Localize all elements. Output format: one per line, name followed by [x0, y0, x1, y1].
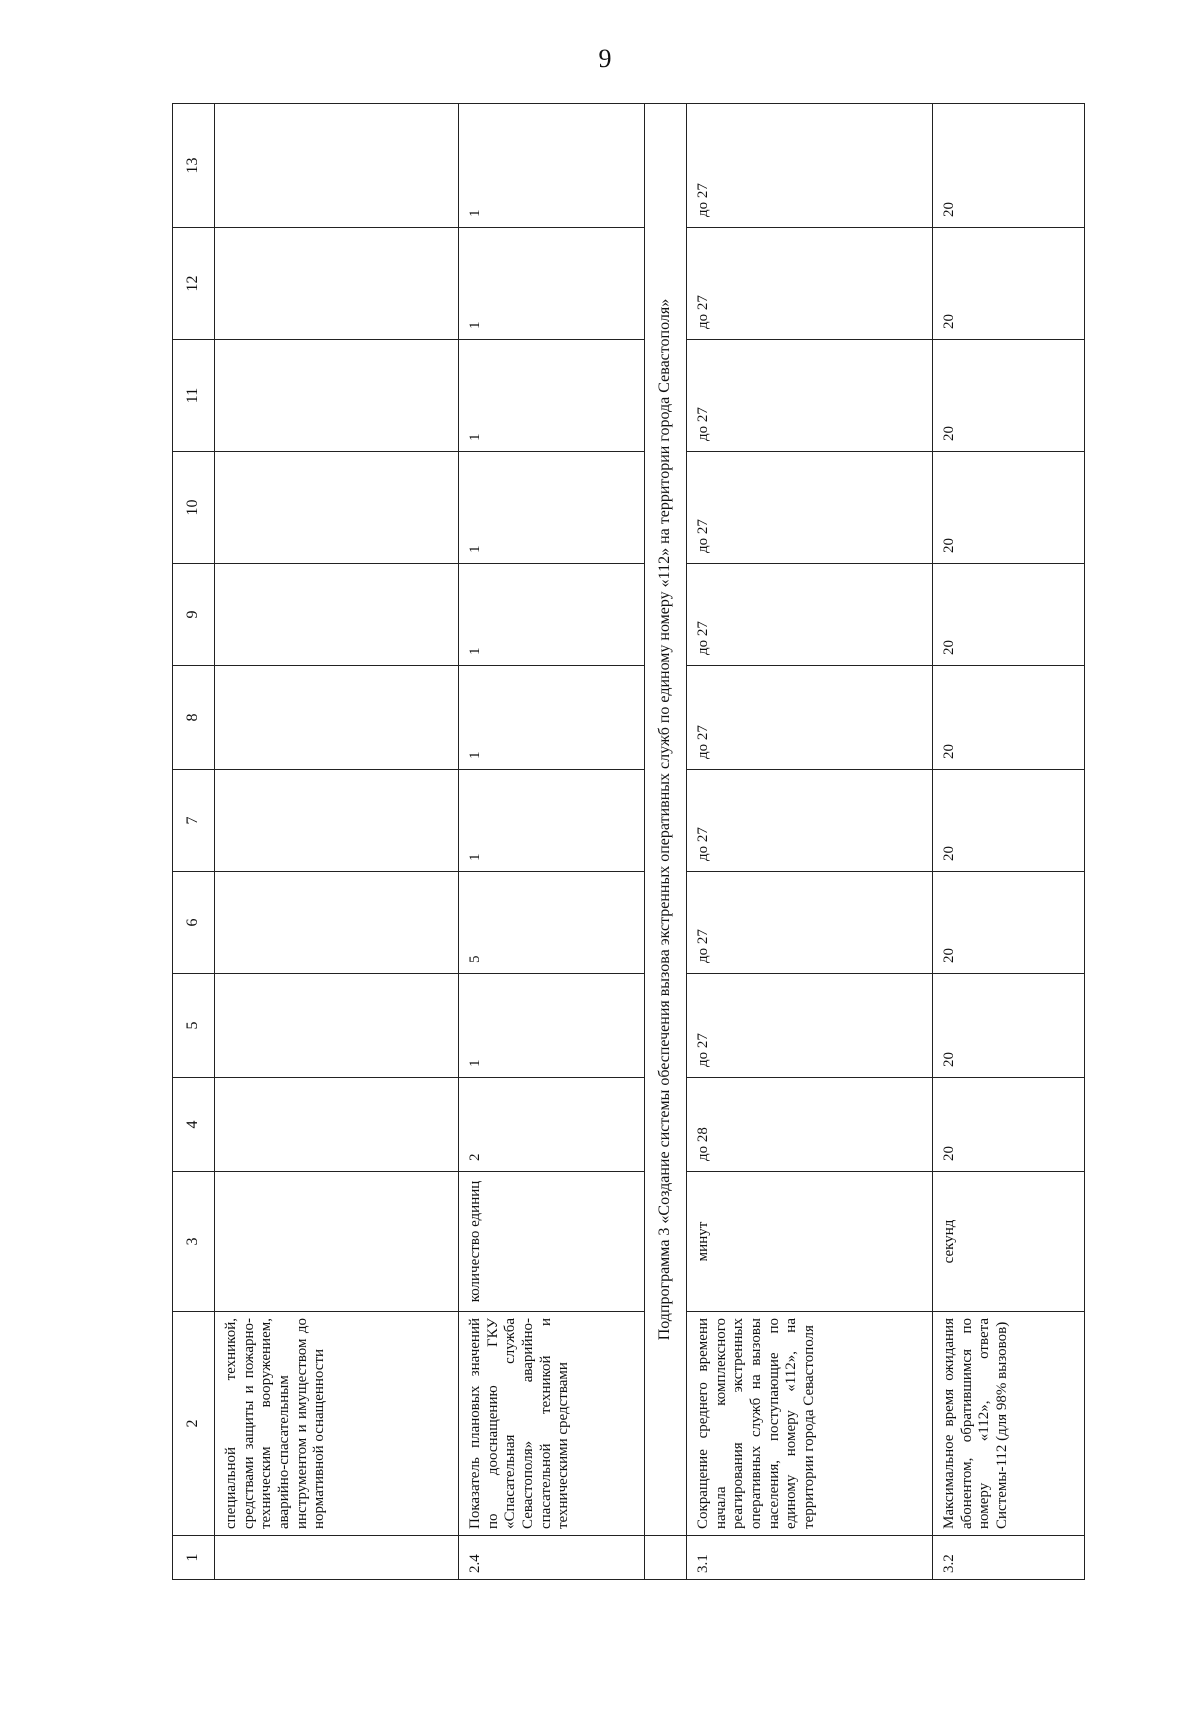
value-cell: [215, 104, 459, 228]
value-cell: 20: [933, 1078, 1085, 1172]
value-cell: 1: [459, 770, 645, 872]
value-cell: [215, 1078, 459, 1172]
header-cell: 5: [173, 974, 215, 1078]
value-cell: 20: [933, 228, 1085, 340]
header-cell: 2: [173, 1312, 215, 1536]
value-cell: [215, 770, 459, 872]
table-row: [215, 104, 459, 1580]
header-cell: 3: [173, 1172, 215, 1312]
value-cell: 20: [933, 564, 1085, 666]
table-row: [933, 104, 1085, 1580]
value-cell: 20: [933, 872, 1085, 974]
value-cell: 1: [459, 340, 645, 452]
value-cell: 20: [933, 666, 1085, 770]
header-cell: 11: [173, 340, 215, 452]
header-row: [173, 104, 215, 1580]
value-cell: 5: [459, 872, 645, 974]
header-cell: 1: [173, 1536, 215, 1580]
subprogram-title: Подпрограмма 3 «Создание системы обеспечения вызова экстренных оперативных служб по единому номеру «112» на территории города Севастополя»: [645, 104, 687, 1536]
table-row: [687, 104, 933, 1580]
value-cell: [215, 974, 459, 1078]
value-cell: до 27: [687, 872, 933, 974]
value-cell: 20: [933, 340, 1085, 452]
value-cell: 20: [933, 104, 1085, 228]
row-number: 3.2: [933, 1536, 1085, 1580]
header-cell: 12: [173, 228, 215, 340]
value-cell: 1: [459, 666, 645, 770]
header-cell: 6: [173, 872, 215, 974]
unit-cell: количество единиц: [459, 1172, 645, 1312]
value-cell: 20: [933, 974, 1085, 1078]
value-cell: [215, 452, 459, 564]
subprogram-row: [645, 104, 687, 1580]
value-cell: до 27: [687, 228, 933, 340]
value-cell: до 27: [687, 974, 933, 1078]
value-cell: 20: [933, 452, 1085, 564]
value-cell: до 27: [687, 340, 933, 452]
value-cell: до 27: [687, 564, 933, 666]
header-cell: 8: [173, 666, 215, 770]
value-cell: 20: [933, 770, 1085, 872]
value-cell: до 28: [687, 1078, 933, 1172]
row-number: 2.4: [459, 1536, 645, 1580]
value-cell: [215, 872, 459, 974]
indicator-description: специальной техникой, средствами защиты и пожарно-техническим вооружением, аварийно-спасательным инструментом и имуществом до нормативной оснащенности: [215, 1312, 459, 1536]
unit-cell: [215, 1172, 459, 1312]
header-cell: 10: [173, 452, 215, 564]
row-number: [215, 1536, 459, 1580]
value-cell: до 27: [687, 452, 933, 564]
unit-cell: секунд: [933, 1172, 1085, 1312]
value-cell: 1: [459, 104, 645, 228]
indicator-description: Сокращение среднего времени начала комплексного реагирования экстренных оперативных служб на вызовы населения, поступающие по единому номеру «112», на территории города Севастополя: [687, 1312, 933, 1536]
value-cell: [215, 340, 459, 452]
header-cell: 13: [173, 104, 215, 228]
value-cell: до 27: [687, 104, 933, 228]
indicators-table: [172, 103, 1085, 1580]
value-cell: 2: [459, 1078, 645, 1172]
unit-cell: минут: [687, 1172, 933, 1312]
value-cell: до 27: [687, 666, 933, 770]
rotated-table-container: [172, 104, 1084, 1580]
table-row: [459, 104, 645, 1580]
row-number: 3.1: [687, 1536, 933, 1580]
value-cell: 1: [459, 228, 645, 340]
value-cell: [215, 564, 459, 666]
header-cell: 9: [173, 564, 215, 666]
header-cell: 4: [173, 1078, 215, 1172]
value-cell: 1: [459, 452, 645, 564]
value-cell: 1: [459, 974, 645, 1078]
value-cell: до 27: [687, 770, 933, 872]
page-number: 9: [598, 44, 612, 73]
value-cell: [215, 666, 459, 770]
indicator-description: Максимальное время ожидания абонентом, обратившимся по номеру «112», ответа Системы-112 (для 98% вызовов): [933, 1312, 1085, 1536]
indicator-description: Показатель плановых значений по дооснащению ГКУ «Спасательная служба Севастополя» аварийно-спасательной техникой и техническими средствами: [459, 1312, 645, 1536]
row-number: [645, 1536, 687, 1580]
value-cell: [215, 228, 459, 340]
header-cell: 7: [173, 770, 215, 872]
value-cell: 1: [459, 564, 645, 666]
